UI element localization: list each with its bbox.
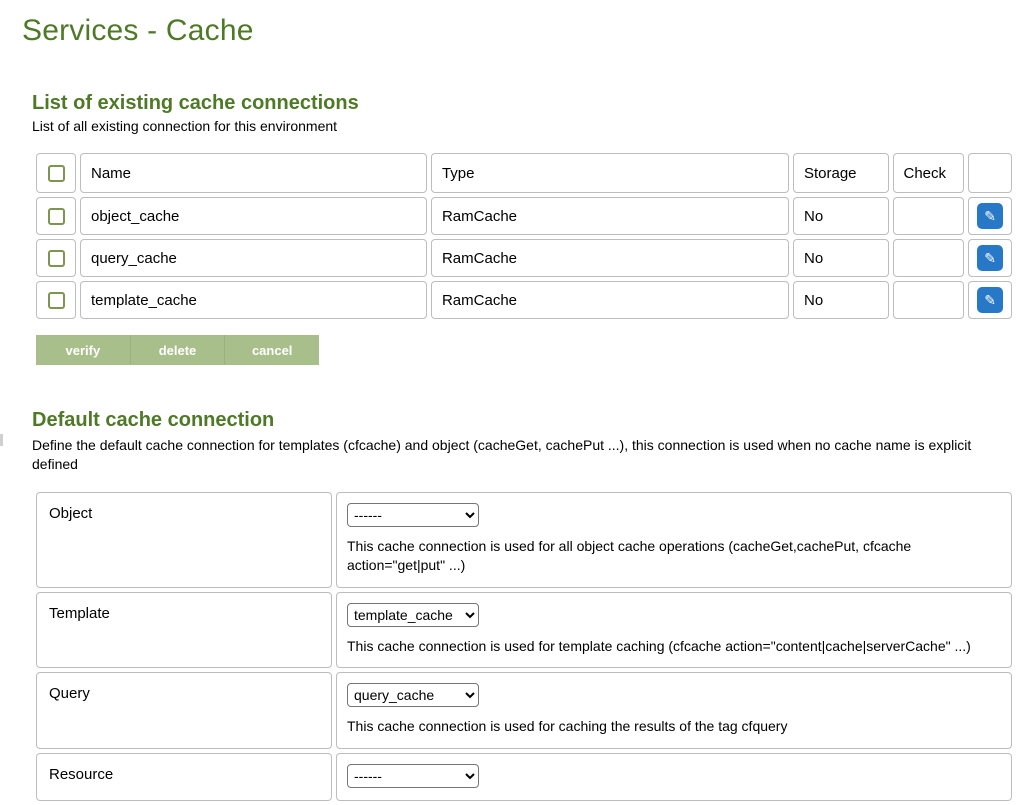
default-cache-value-query bbox=[336, 672, 1012, 749]
header-name-label: Name bbox=[80, 153, 427, 193]
row-checkbox[interactable] bbox=[48, 208, 65, 225]
header-type-label: Type bbox=[431, 153, 789, 193]
connections-heading: List of existing cache connections bbox=[32, 92, 359, 114]
default-cache-value-resource bbox=[336, 753, 1012, 801]
row-type-value: RamCache bbox=[431, 281, 789, 319]
header-storage-cell bbox=[793, 153, 889, 193]
select-all-checkbox-wrap[interactable] bbox=[36, 153, 76, 193]
row-edit-button[interactable] bbox=[968, 197, 1012, 235]
header-storage-label: Storage bbox=[793, 153, 889, 193]
row-check-cell bbox=[893, 197, 965, 235]
query-cache-hint: This cache connection is used for caching the results of the tag cfquery bbox=[347, 718, 788, 735]
row-check-value bbox=[893, 197, 965, 235]
template-cache-hint: This cache connection is used for template caching (cfcache action="content|cache|serverCache" ...) bbox=[347, 637, 971, 654]
row-type-cell bbox=[431, 281, 789, 319]
edit-icon[interactable]: ✎ bbox=[977, 245, 1003, 271]
default-cache-row-resource bbox=[36, 753, 1012, 801]
default-cache-heading: Default cache connection bbox=[32, 409, 275, 431]
row-checkbox[interactable] bbox=[48, 250, 65, 267]
table-row bbox=[36, 239, 1012, 277]
page-root bbox=[0, 14, 1023, 784]
default-cache-value-template bbox=[336, 592, 1012, 669]
select-all-checkbox[interactable] bbox=[48, 165, 65, 182]
header-name-cell bbox=[80, 153, 427, 193]
row-storage-cell bbox=[793, 197, 889, 235]
edit-icon[interactable]: ✎ bbox=[977, 203, 1003, 229]
row-checkbox[interactable] bbox=[48, 292, 65, 309]
row-storage-cell bbox=[793, 239, 889, 277]
object-cache-select[interactable] bbox=[347, 503, 479, 527]
table-row bbox=[36, 197, 1012, 235]
row-type-cell bbox=[431, 197, 789, 235]
connections-description: List of all existing connection for this environment bbox=[32, 118, 338, 134]
row-check-cell bbox=[893, 281, 965, 319]
default-cache-label-resource: Resource bbox=[36, 753, 332, 801]
row-storage-value: No bbox=[793, 281, 889, 319]
row-storage-value: No bbox=[793, 197, 889, 235]
row-type-value: RamCache bbox=[431, 239, 789, 277]
default-cache-row-object bbox=[36, 492, 1012, 588]
row-action-cell bbox=[968, 197, 1012, 235]
default-cache-label-object: Object bbox=[36, 492, 332, 588]
row-type-value: RamCache bbox=[431, 197, 789, 235]
default-cache-label-query: Query bbox=[36, 672, 332, 749]
row-checkbox-wrap[interactable] bbox=[36, 197, 76, 235]
row-select-cell bbox=[36, 239, 76, 277]
table-row bbox=[36, 281, 1012, 319]
row-name-cell bbox=[80, 239, 427, 277]
row-action-cell bbox=[968, 239, 1012, 277]
header-check-label: Check bbox=[893, 153, 965, 193]
row-type-cell bbox=[431, 239, 789, 277]
cancel-button[interactable]: cancel bbox=[225, 335, 319, 365]
scroll-tick bbox=[0, 434, 3, 446]
row-name-value[interactable]: template_cache bbox=[80, 281, 427, 319]
default-cache-row-query bbox=[36, 672, 1012, 749]
default-cache-table bbox=[32, 488, 1016, 805]
header-action-label bbox=[968, 153, 1012, 193]
default-cache-row-template bbox=[36, 592, 1012, 669]
row-action-cell bbox=[968, 281, 1012, 319]
verify-button[interactable]: verify bbox=[36, 335, 131, 365]
row-edit-button[interactable] bbox=[968, 281, 1012, 319]
edit-icon[interactable]: ✎ bbox=[977, 287, 1003, 313]
delete-button[interactable]: delete bbox=[131, 335, 226, 365]
header-type-cell bbox=[431, 153, 789, 193]
row-name-value[interactable]: query_cache bbox=[80, 239, 427, 277]
header-action-cell bbox=[968, 153, 1012, 193]
cache-connections-table bbox=[32, 149, 1016, 323]
resource-cache-select[interactable] bbox=[347, 764, 479, 788]
header-select-all-cell bbox=[36, 153, 76, 193]
table-header-row bbox=[36, 153, 1012, 193]
row-storage-cell bbox=[793, 281, 889, 319]
row-check-cell bbox=[893, 239, 965, 277]
row-check-value bbox=[893, 281, 965, 319]
row-name-cell bbox=[80, 281, 427, 319]
default-cache-value-object bbox=[336, 492, 1012, 588]
row-checkbox-wrap[interactable] bbox=[36, 239, 76, 277]
default-cache-label-template: Template bbox=[36, 592, 332, 669]
page-title: Services - Cache bbox=[22, 14, 254, 47]
template-cache-select[interactable] bbox=[347, 603, 479, 627]
row-checkbox-wrap[interactable] bbox=[36, 281, 76, 319]
row-select-cell bbox=[36, 197, 76, 235]
object-cache-hint: This cache connection is used for all object cache operations (cacheGet,cachePut, cfcache action="get|put" ...) bbox=[347, 537, 912, 573]
query-cache-select[interactable] bbox=[347, 683, 479, 707]
default-cache-description: Define the default cache connection for templates (cfcache) and object (cacheGet, cachePut ...), this connection is used when no cache name is explicit defined bbox=[32, 437, 972, 472]
header-check-cell bbox=[893, 153, 965, 193]
row-storage-value: No bbox=[793, 239, 889, 277]
row-select-cell bbox=[36, 281, 76, 319]
connections-button-row bbox=[36, 335, 319, 365]
row-check-value bbox=[893, 239, 965, 277]
row-name-value[interactable]: object_cache bbox=[80, 197, 427, 235]
row-edit-button[interactable] bbox=[968, 239, 1012, 277]
row-name-cell bbox=[80, 197, 427, 235]
